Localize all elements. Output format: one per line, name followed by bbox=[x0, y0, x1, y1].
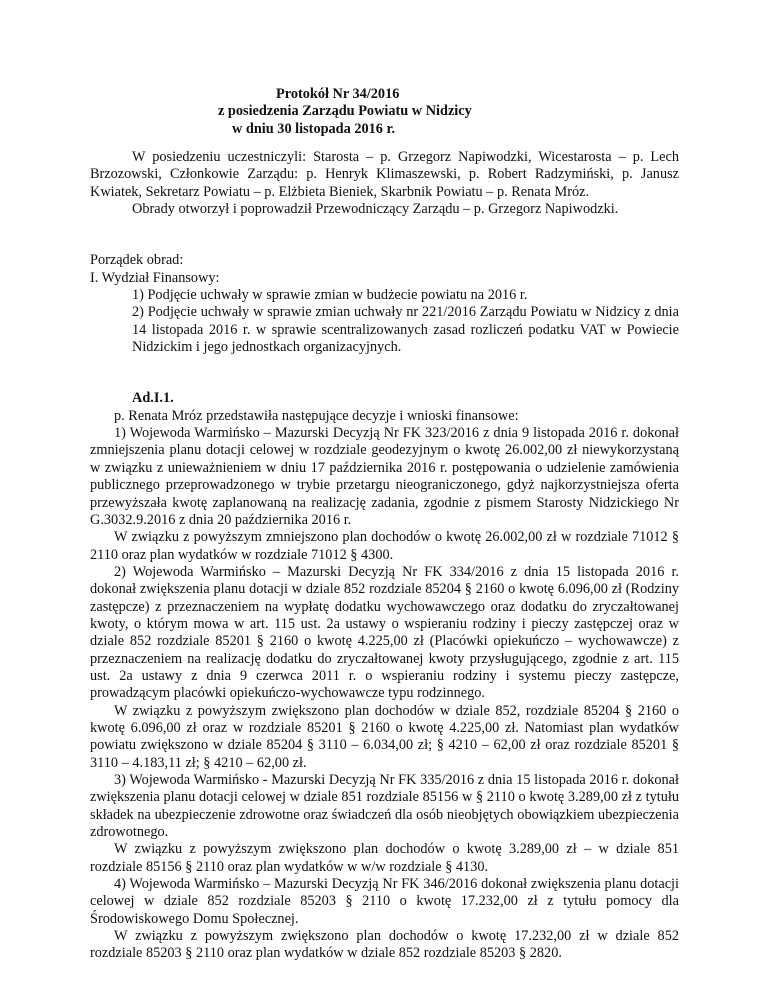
decision-paragraph: W związku z powyższym zwiększono plan dochodów o kwotę 3.289,00 zł – w dziale 851 rozdziale 85156 § 2110 oraz plan wydatków w w/w rozdziale § 4130. bbox=[90, 841, 679, 875]
agenda-item: 2) Podjęcie uchwały w sprawie zmian uchwały nr 221/2016 Zarządu Powiatu w Nidzicy z dnia 14 listopada 2016 r. w sprawie scentralizowanych zasad rozliczeń podatku VAT w Powiecie Nidzickim i jego jednostkach organizacyjnych. bbox=[132, 304, 679, 356]
meeting-date: w dniu 30 listopada 2016 r. bbox=[232, 120, 396, 137]
protocol-title: Protokół Nr 34/2016 bbox=[276, 86, 400, 102]
section-lead: p. Renata Mróz przedstawiła następujące decyzje i wnioski finansowe: bbox=[114, 407, 519, 424]
section-heading-ad-i-1: Ad.I.1. bbox=[132, 390, 174, 407]
decision-paragraph: 3) Wojewoda Warmińsko - Mazurski Decyzją Nr FK 335/2016 z dnia 15 listopada 2016 r. dokonał zwiększenia planu dotacji celowej w dziale 851 rozdziale 85156 w § 2110 o kwotę 3.289,00 zł z tytułu składek na ubezpieczenie zdrowotne oraz świadczeń dla osób nieobjętych obowiązkiem ubezpieczenia zdrowotnego. bbox=[90, 772, 679, 841]
decision-paragraph: W związku z powyższym zwiększono plan dochodów o kwotę 17.232,00 zł w dziale 852 rozdziale 85203 § 2110 oraz plan wydatków w dziale 852 rozdziale 85203 § 2820. bbox=[90, 928, 679, 962]
decision-paragraph: W związku z powyższym zwiększono plan dochodów w dziale 852, rozdziale 85204 § 2160 o kwotę 6.096,00 zł oraz w rozdziale 85201 § 2160 o kwotę 4.225,00 zł. Natomiast plan wydatków powiatu zwiększono w dziale 85204 § 3110 – 6.034,00 zł; § 4210 – 62,00 zł oraz rozdziale 85201 § 3110 – 4.183,11 zł; § 4210 – 62,00 zł. bbox=[90, 702, 679, 771]
attendance-paragraph: W posiedzeniu uczestniczyli: Starosta – p. Grzegorz Napiwodzki, Wicestarosta – p. Lech Brzozowski, Członkowie Zarządu: p. Henryk Klimaszewski, p. Robert Radzymiński, p. Janusz Kwiatek, Sekretarz Powiatu – p. Elżbieta Bieniek, Skarbnik Powiatu – p. Renata Mróz. bbox=[90, 149, 679, 200]
document-body bbox=[90, 149, 679, 963]
chair-paragraph: Obrady otworzył i poprowadził Przewodniczący Zarządu – p. Grzegorz Napiwodzki. bbox=[132, 201, 619, 218]
decision-paragraph: W związku z powyższym zmniejszono plan dochodów o kwotę 26.002,00 zł w rozdziale 71012 § 2110 oraz plan wydatków w rozdziale 71012 § 4300. bbox=[90, 529, 679, 563]
meeting-subtitle: z posiedzenia Zarządu Powiatu w Nidzicy bbox=[218, 103, 472, 120]
decision-paragraph: 2) Wojewoda Warmińsko – Mazurski Decyzją Nr FK 334/2016 z dnia 15 listopada 2016 r. dokonał zwiększenia planu dotacji w dziale 852 rozdziale 85204 § 2160 o kwotę 6.096,00 zł (Rodziny zastępcze) z przeznaczeniem na wypłatę dodatku wychowawczego oraz dodatku do zryczałtowanej kwoty, o którym mowa w art. 115 ust. 2a ustawy o wspieraniu rodziny i pieczy zastępczej oraz w dziale 852 rozdziale 85201 § 2160 o kwotę 4.225,00 zł (Placówki opiekuńczo – wychowawcze) z przeznaczeniem na realizację dodatku do zryczałtowanej kwoty przysługującego, zgodnie z art. 115 ust. 2a ustawy z dnia 9 czerwca 2011 r. o wspieraniu rodziny i systemu pieczy zastępcze, prowadzącym placówki opiekuńczo-wychowawcze typu rodzinnego. bbox=[90, 563, 679, 702]
agenda-title: Porządek obrad: bbox=[90, 252, 184, 269]
agenda-section: I. Wydział Finansowy: bbox=[90, 269, 220, 286]
agenda-item: 1) Podjęcie uchwały w sprawie zmian w budżecie powiatu na 2016 r. bbox=[132, 287, 528, 304]
decision-paragraph: 4) Wojewoda Warmińsko – Mazurski Decyzją Nr FK 346/2016 dokonał zwiększenia planu dotacji celowej w dziale 852 rozdziale 85203 § 2110 o kwotę 17.232,00 zł z tytułu pomocy dla Środowiskowego Domu Społecznej. bbox=[90, 876, 679, 927]
decision-paragraph: 1) Wojewoda Warmińsko – Mazurski Decyzją Nr FK 323/2016 z dnia 9 listopada 2016 r. dokonał zmniejszenia planu dotacji celowej w rozdziale geodezyjnym o kwotę 26.002,00 zł niewykorzystaną w związku z unieważnieniem w dniu 17 października 2016 r. postępowania o udzielenie zamówienia publicznego przeprowadzonego w trybie przetargu nieograniczonego, gdyż najkorzystniejsza oferta przewyższała kwotę zaplanowaną na realizację zadania, zgodnie z pismem Starosty Nidzickiego Nr G.3032.9.2016 z dnia 20 października 2016 r. bbox=[90, 425, 679, 528]
document-header bbox=[0, 86, 768, 138]
